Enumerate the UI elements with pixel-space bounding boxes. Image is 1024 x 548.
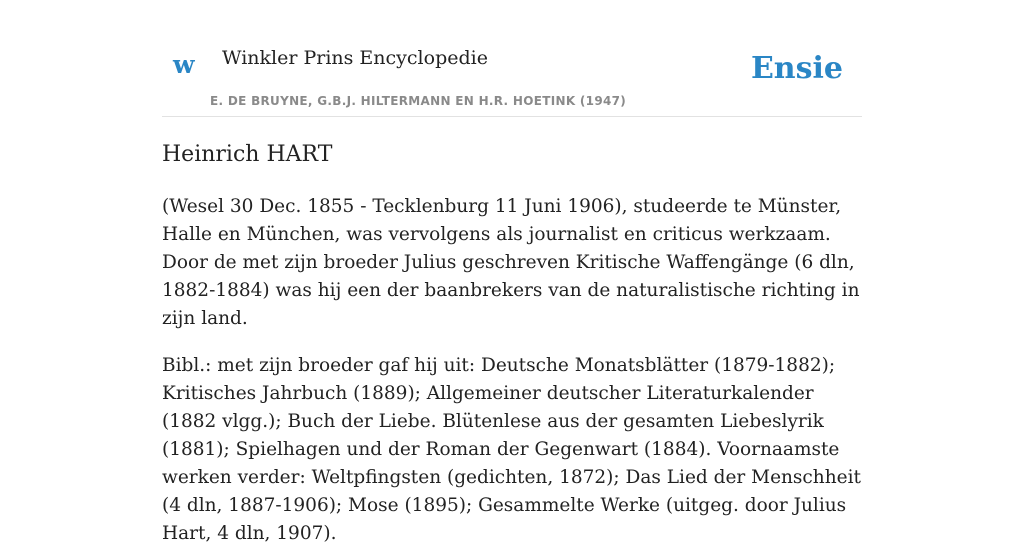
article-paragraph-biography: (Wesel 30 Dec. 1855 - Tecklenburg 11 Juni 1906), studeerde te Münster, Halle en München, was vervolgens als journalist en criticus werkzaam. Door de met zijn broeder Julius geschreven Kritische Waffengänge (6 dln, 1882-1884) was hij een der baanbrekers van de naturalistische richting in zijn land. <box>162 196 860 329</box>
encyclopedia-title[interactable]: Winkler Prins Encyclopedie <box>222 47 488 69</box>
encyclopedia-header <box>162 0 862 117</box>
article-title: Heinrich HART <box>162 142 333 167</box>
article-paragraph-bibliography: Bibl.: met zijn broeder gaf hij uit: Deutsche Monatsblätter (1879-1882); Kritisches Jahrbuch (1889); Allgemeiner deutscher Literaturkalender (1882 vlgg.); Buch der Liebe. Blütenlese aus der gesamten Liebeslyrik (1881); Spielhagen und der Roman der Gegenwart (1884). Voornaamste werken verder: Weltpfingsten (gedichten, 1872); Das Lied der Menschheit (4 dln, 1887-1906); Mose (1895); Gesammelte Werke (uitgeg. door Julius Hart, 4 dln, 1907). <box>162 355 861 544</box>
encyclopedia-authors: E. DE BRUYNE, G.B.J. HILTERMANN EN H.R. HOETINK (1947) <box>210 94 627 108</box>
ensie-brand-link[interactable]: Ensie <box>750 51 843 86</box>
article <box>162 140 862 548</box>
encyclopedia-logo[interactable]: w <box>173 50 195 79</box>
